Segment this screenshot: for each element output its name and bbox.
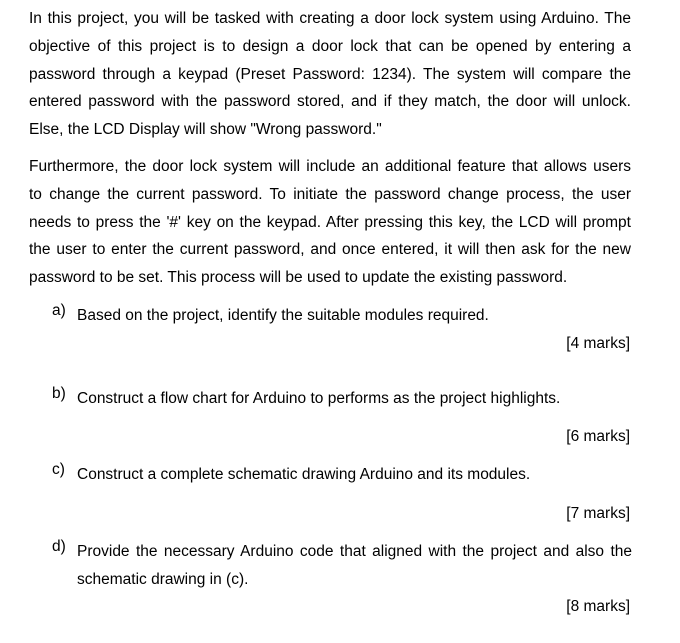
feature-paragraph	[29, 153, 631, 292]
question-label: d)	[52, 538, 66, 555]
feature-line: password to be set. This process will be used to update the existing password.	[29, 269, 568, 287]
marks-c: [7 marks]	[566, 505, 630, 522]
intro-line: In this project, you will be tasked with creating a door lock system using Arduino. The	[29, 10, 631, 27]
feature-line: the user to enter the current password, and once entered, it will then ask for the new	[29, 241, 631, 259]
intro-line: objective of this project is to design a door lock that can be opened by entering a	[29, 37, 631, 55]
question-label: b)	[52, 385, 66, 402]
question-label: c)	[52, 461, 65, 478]
intro-line: entered password with the password stored, and if they match, the door will unlock.	[29, 93, 631, 111]
feature-line: Furthermore, the door lock system will include an additional feature that allows users	[29, 158, 631, 175]
intro-line: Else, the LCD Display will show "Wrong password."	[29, 121, 382, 139]
question-label: a)	[52, 302, 66, 319]
question-text: schematic drawing in (c).	[77, 570, 249, 588]
question-text: Construct a flow chart for Arduino to performs as the project highlights.	[77, 390, 561, 407]
marks-b: [6 marks]	[566, 428, 630, 445]
feature-line: needs to press the '#' key on the keypad. After pressing this key, the LCD will prompt	[29, 213, 631, 231]
marks-d: [8 marks]	[566, 598, 630, 615]
feature-line: to change the current password. To initiate the password change process, the user	[29, 185, 631, 203]
question-text: Based on the project, identify the suitable modules required.	[77, 307, 489, 324]
marks-a: [4 marks]	[566, 335, 630, 352]
intro-paragraph	[29, 5, 631, 144]
question-text: Construct a complete schematic drawing Arduino and its modules.	[77, 466, 531, 483]
intro-line: password through a keypad (Preset Password: 1234). The system will compare the	[29, 65, 631, 83]
question-text: Provide the necessary Arduino code that aligned with the project and also the	[77, 543, 632, 560]
